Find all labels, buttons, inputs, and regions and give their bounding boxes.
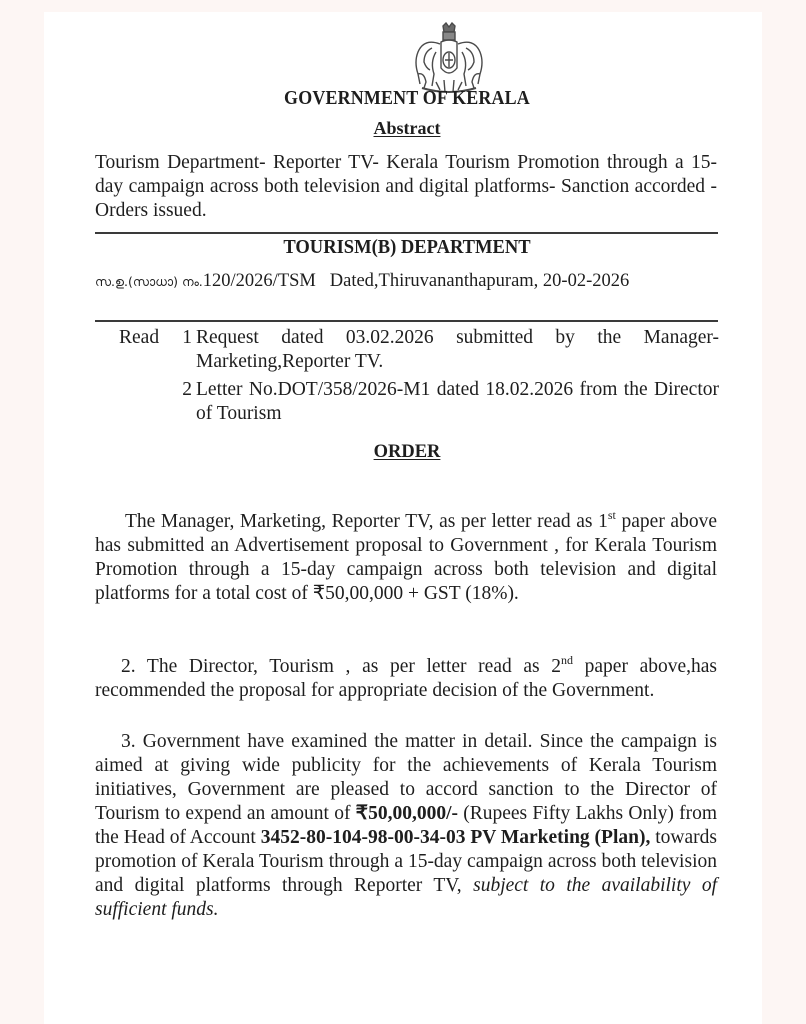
paragraph-text: paper above has submitted an Advertisement proposal to Government , for Kerala Tourism Promotion through a 15-day campaign across both television and digital platforms for a total cost of ₹50,00,000 + GST (18%). [95,511,717,604]
paragraph-text: 3. Government have examined the matter in detail. Since the campaign is aimed at giving wide publicity for the achievements of Kerala Tourism initiatives, Government are pleased to accord sanction to the Director of Tourism to expend an amount of [95,731,717,824]
superscript: nd [561,653,573,667]
abstract-heading [95,118,719,139]
head-of-account: 3452-80-104-98-00-34-03 PV Marketing (Plan), [260,827,651,848]
order-paragraph-2 [95,655,717,703]
sanctioned-amount: ₹50,00,000/- [355,803,458,824]
order-heading-text: ORDER [373,442,441,462]
superscript: st [607,508,616,522]
go-number: 120/2026/TSM [202,271,316,291]
order-paragraph-1 [95,510,717,606]
paragraph-text: (Rupees Fifty Lakhs Only) from the Head of Account [95,803,717,848]
paragraph-text: towards promotion of Kerala Tourism through a 15-day campaign across both television and digital platforms through Reporter TV, [95,827,717,896]
funds-condition: subject to the availability of sufficient funds. [95,875,717,920]
dated-text: Dated,Thiruvananthapuram, 20-02-2026 [329,271,630,291]
department-title: TOURISM(B) DEPARTMENT [283,237,531,258]
read-item [119,326,719,374]
abstract-text: Tourism Department- Reporter TV- Kerala Tourism Promotion through a 15-day campaign across both television and digital platforms- Sanction accorded - Orders issued. [95,152,717,221]
paragraph-text: The Manager, Marketing, Reporter TV, as per letter read as 1 [125,511,608,532]
go-number-line [95,269,717,294]
divider-rule [95,320,718,322]
read-item-number: 2 [182,379,192,400]
paragraph-text: paper above,has recommended the proposal for appropriate decision of the Government. [95,656,718,701]
read-item-text: Letter No.DOT/358/2026-M1 dated 18.02.2026 from the Director of Tourism [196,379,719,424]
read-item-text: Request dated 03.02.2026 submitted by the Manager-Marketing,Reporter TV. [196,327,719,372]
government-title: GOVERNMENT OF KERALA [284,88,530,109]
order-paragraph-3 [95,730,717,922]
divider-rule [95,232,718,234]
read-label: Read [119,327,160,348]
read-item [119,378,719,426]
order-heading [95,442,719,463]
read-item-number: 1 [182,327,192,348]
read-label-spacer [119,378,186,426]
paragraph-text: 2. The Director, Tourism , as per letter read as 2 [121,656,561,677]
read-references [119,326,719,426]
go-number-prefix: സ.ഉ.(സാധാ) നം. [95,274,203,289]
abstract-heading-text: Abstract [373,118,441,138]
kerala-emblem-icon [410,22,488,98]
document-page [44,12,762,1024]
